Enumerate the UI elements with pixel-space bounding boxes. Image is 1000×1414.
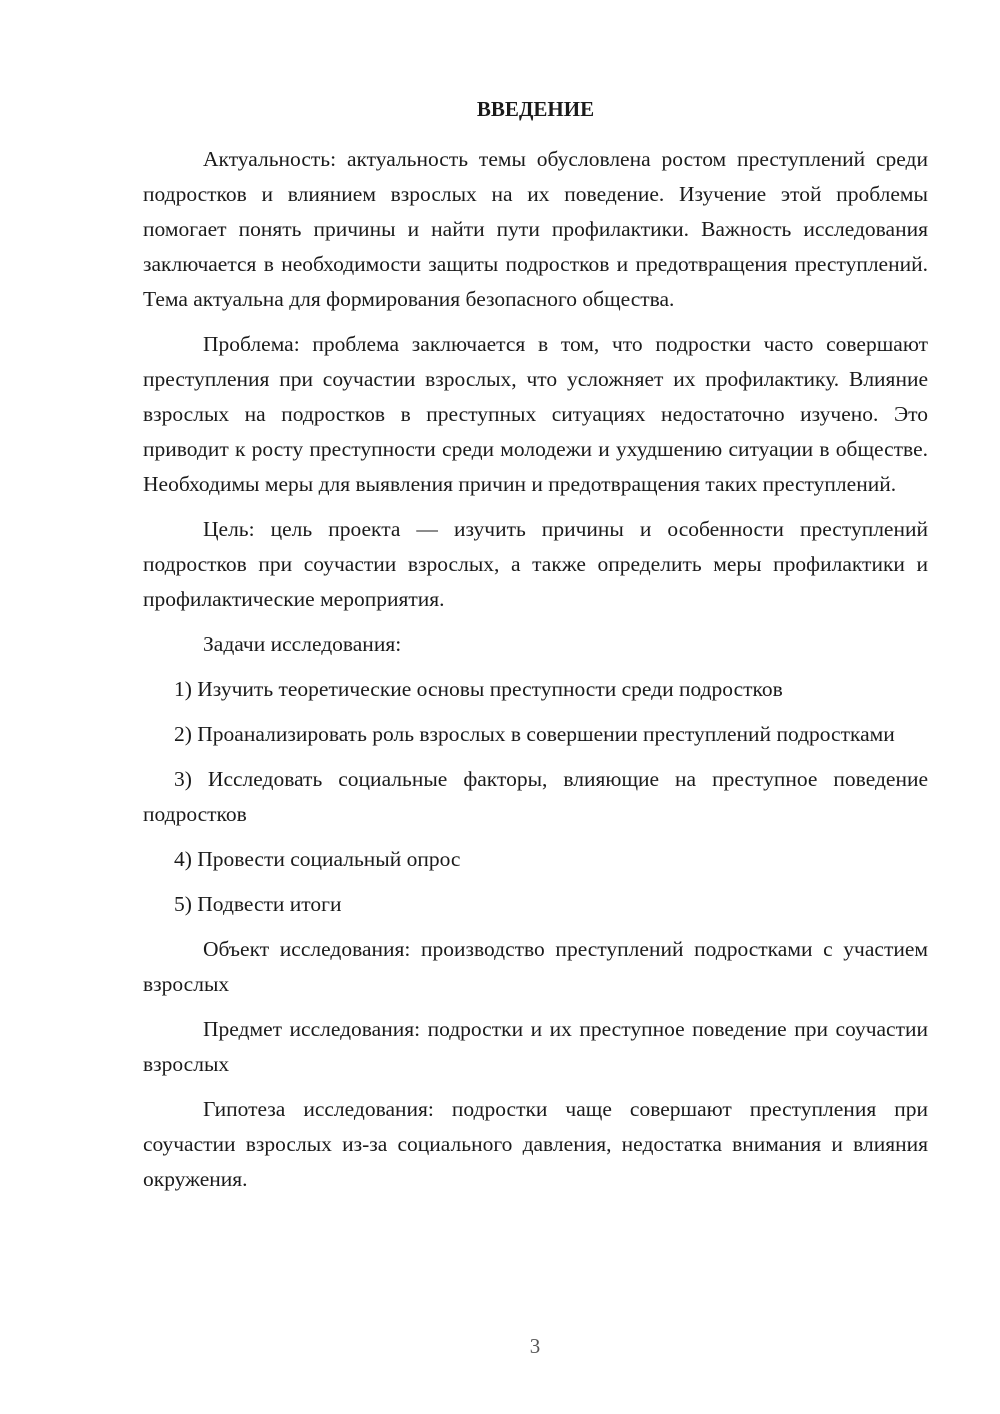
task-item-4: 4) Провести социальный опрос — [174, 847, 461, 871]
object-paragraph: Объект исследования: производство преступлений подростками с участием взрослых — [143, 937, 928, 996]
task-item-2: 2) Проанализировать роль взрослых в совершении преступлений подростками — [174, 722, 895, 746]
relevance-paragraph: Актуальность: актуальность темы обусловлена ростом преступлений среди подростков и влиянием взрослых на их поведение. Изучение этой проблемы помогает понять причины и найти пути профилактики. Важность исследования заключается в необходимости защиты подростков и предотвращения преступлений. Тема актуальна для формирования безопасного общества. — [143, 147, 928, 311]
task-item-1: 1) Изучить теоретические основы преступности среди подростков — [174, 677, 783, 701]
problem-paragraph: Проблема: проблема заключается в том, что подростки часто совершают преступления при соучастии взрослых, что усложняет их профилактику. Влияние взрослых на подростков в преступных ситуациях недостаточно изучено. Это приводит к росту преступности среди молодежи и ухудшению ситуации в обществе. Необходимы меры для выявления причин и предотвращения таких преступлений. — [143, 332, 928, 496]
hypothesis-paragraph: Гипотеза исследования: подростки чаще совершают преступления при соучастии взрослых из-за социального давления, недостатка внимания и влияния окружения. — [143, 1097, 928, 1191]
section-heading: ВВЕДЕНИЕ — [476, 97, 595, 121]
page-content — [143, 95, 928, 1207]
subject-paragraph: Предмет исследования: подростки и их преступное поведение при соучастии взрослых — [143, 1017, 928, 1076]
tasks-title: Задачи исследования: — [203, 632, 402, 656]
task-item-5: 5) Подвести итоги — [174, 892, 342, 916]
task-item-3: 3) Исследовать социальные факторы, влияющие на преступное поведение подростков — [143, 767, 928, 826]
page-number: 3 — [529, 1334, 541, 1358]
goal-paragraph: Цель: цель проекта — изучить причины и особенности преступлений подростков при соучастии взрослых, а также определить меры профилактики и профилактические мероприятия. — [143, 517, 928, 611]
